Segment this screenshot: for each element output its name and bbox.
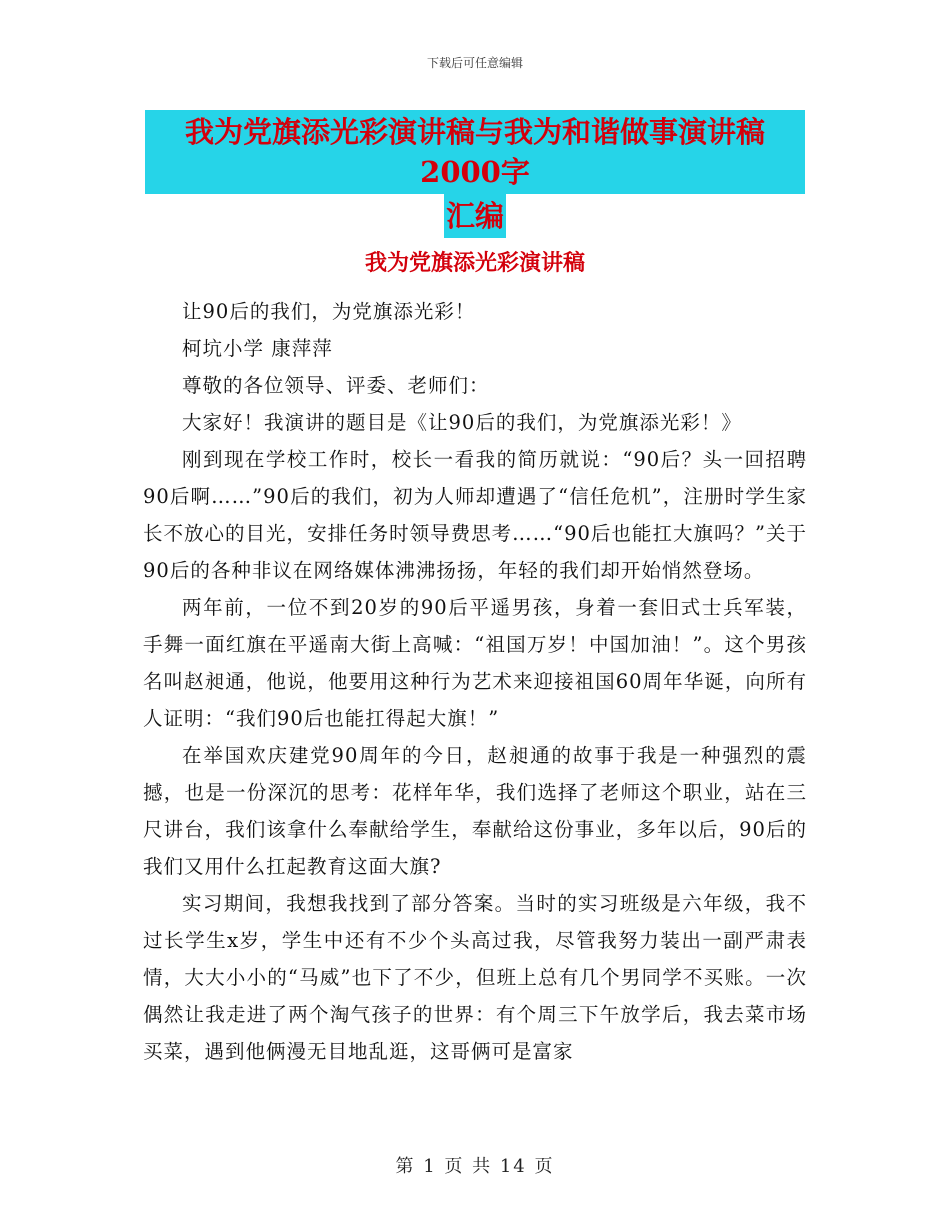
- document-title: [145, 110, 805, 238]
- paragraph: 实习期间，我想我找到了部分答案。当时的实习班级是六年级，我不过长学生x岁，学生中还有不少个头高过我，尽管我努力装出一副严肃表情，大大小小的“马威”也下了不少，但班上总有几个男同学不买账。一次偶然让我走进了两个淘气孩子的世界：有个周三下午放学后，我去菜市场买菜，遇到他俩漫无目地乱逛，这哥俩可是富家: [143, 892, 807, 1063]
- paragraph: 刚到现在学校工作时，校长一看我的简历就说：“90后？头一回招聘90后啊……”90后的我们，初为人师却遭遇了“信任危机”，注册时学生家长不放心的目光，安排任务时领导费思考……“90后也能扛大旗吗？”关于90后的各种非议在网络媒体沸沸扬扬，年轻的我们却开始悄然登场。: [143, 448, 807, 582]
- body-text: [143, 293, 807, 1070]
- page-header: 下载后可任意编辑: [426, 56, 523, 70]
- section-heading: 我为党旗添光彩演讲稿: [364, 250, 585, 276]
- page-footer: 第 1 页 共 14 页: [395, 1156, 555, 1177]
- paragraph: 两年前，一位不到20岁的90后平遥男孩，身着一套旧式士兵军装，手舞一面红旗在平遥南大街上高喊：“祖国万岁！中国加油！”。这个男孩名叫赵昶通，他说，他要用这种行为艺术来迎接祖国60周年华诞，向所有人证明：“我们90后也能扛得起大旗！”: [143, 596, 807, 730]
- title-line-1: 我为党旗添光彩演讲稿与我为和谐做事演讲稿2000字: [145, 110, 805, 194]
- paragraph: 让90后的我们，为党旗添光彩！: [182, 300, 476, 323]
- title-line-2: 汇编: [444, 194, 506, 238]
- paragraph: 柯坑小学 康萍萍: [182, 337, 333, 360]
- paragraph: 大家好！我演讲的题目是《让90后的我们，为党旗添光彩！》: [182, 411, 742, 434]
- paragraph: 在举国欢庆建党90周年的今日，赵昶通的故事于我是一种强烈的震撼，也是一份深沉的思考：花样年华，我们选择了老师这个职业，站在三尺讲台，我们该拿什么奉献给学生，奉献给这份事业，多年以后，90后的我们又用什么扛起教育这面大旗?: [143, 744, 807, 878]
- paragraph: 尊敬的各位领导、评委、老师们：: [182, 374, 490, 397]
